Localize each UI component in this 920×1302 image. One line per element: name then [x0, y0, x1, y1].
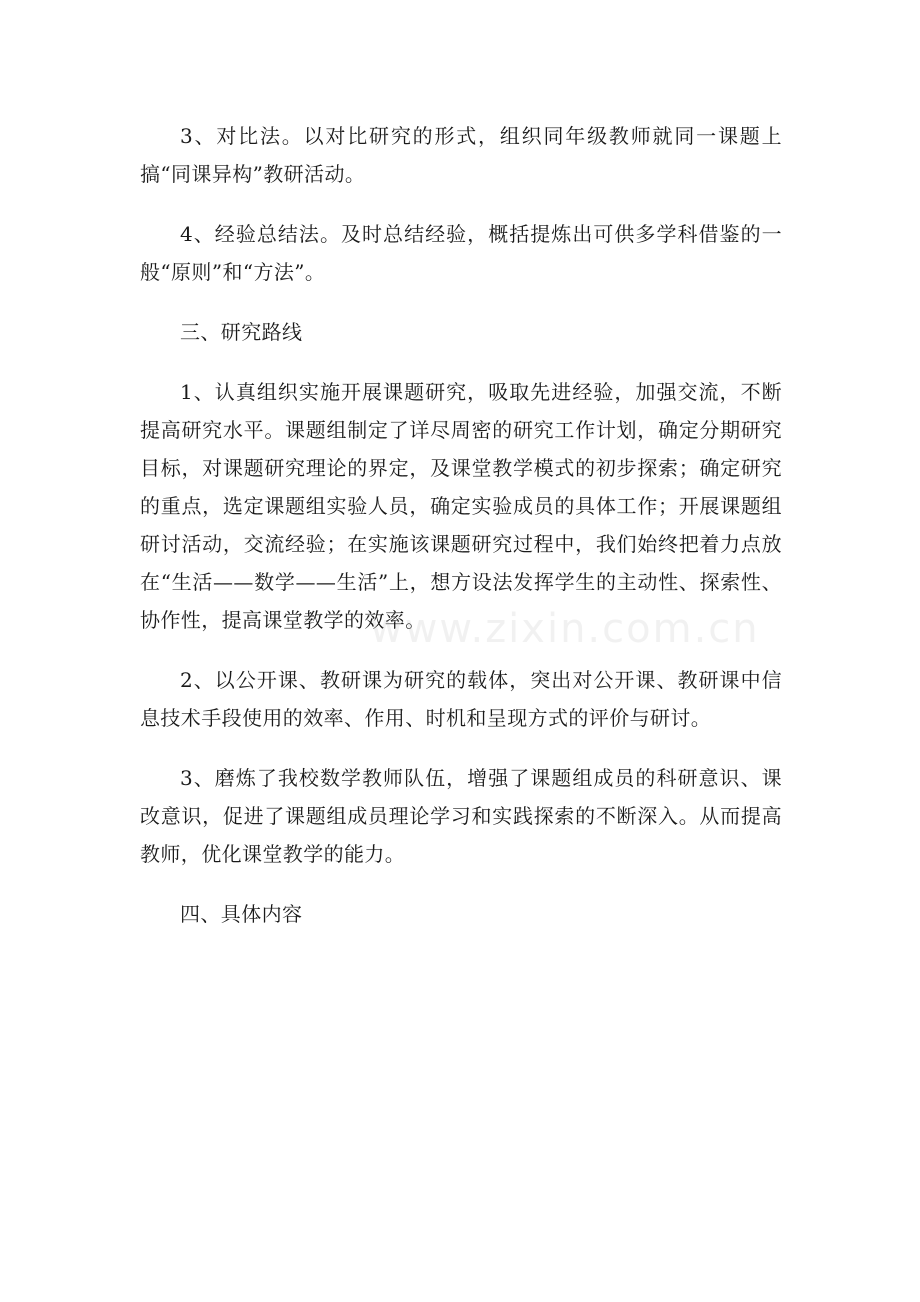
paragraph-route-item-1: 1、认真组织实施开展课题研究，吸取先进经验，加强交流，不断提高研究水平。课题组制定了详尽周密的研究工作计划，确定分期研究目标，对课题研究理论的界定，及课堂教学模式的初步探索；确定研究的重点，选定课题组实验人员，确定实验成员的具体工作；开展课题组研讨活动，交流经验；在实施该课题研究过程中，我们始终把着力点放在“生活——数学——生活”上，想方设法发挥学生的主动性、探索性、协作性，提高课堂教学的效率。	[140, 380, 782, 632]
paragraph-experience-summary-method: 4、经验总结法。及时总结经验，概括提炼出可供多学科借鉴的一般“原则”和“方法”。	[140, 222, 782, 284]
section-heading-specific-content: 四、具体内容	[180, 902, 303, 926]
paragraph-route-item-2: 2、以公开课、教研课为研究的载体，突出对公开课、教研课中信息技术手段使用的效率、作用、时机和呈现方式的评价与研讨。	[140, 668, 782, 730]
paragraph-comparison-method: 3、对比法。以对比研究的形式，组织同年级教师就同一课题上搞“同课异构”教研活动。	[140, 124, 782, 186]
watermark: www.zixin.com.cn	[370, 606, 760, 652]
document-body	[140, 117, 782, 955]
paragraph-route-item-3: 3、磨炼了我校数学教师队伍，增强了课题组成员的科研意识、课改意识，促进了课题组成员理论学习和实践探索的不断深入。从而提高教师，优化课堂教学的能力。	[140, 766, 782, 866]
section-heading-research-route: 三、研究路线	[180, 320, 303, 344]
